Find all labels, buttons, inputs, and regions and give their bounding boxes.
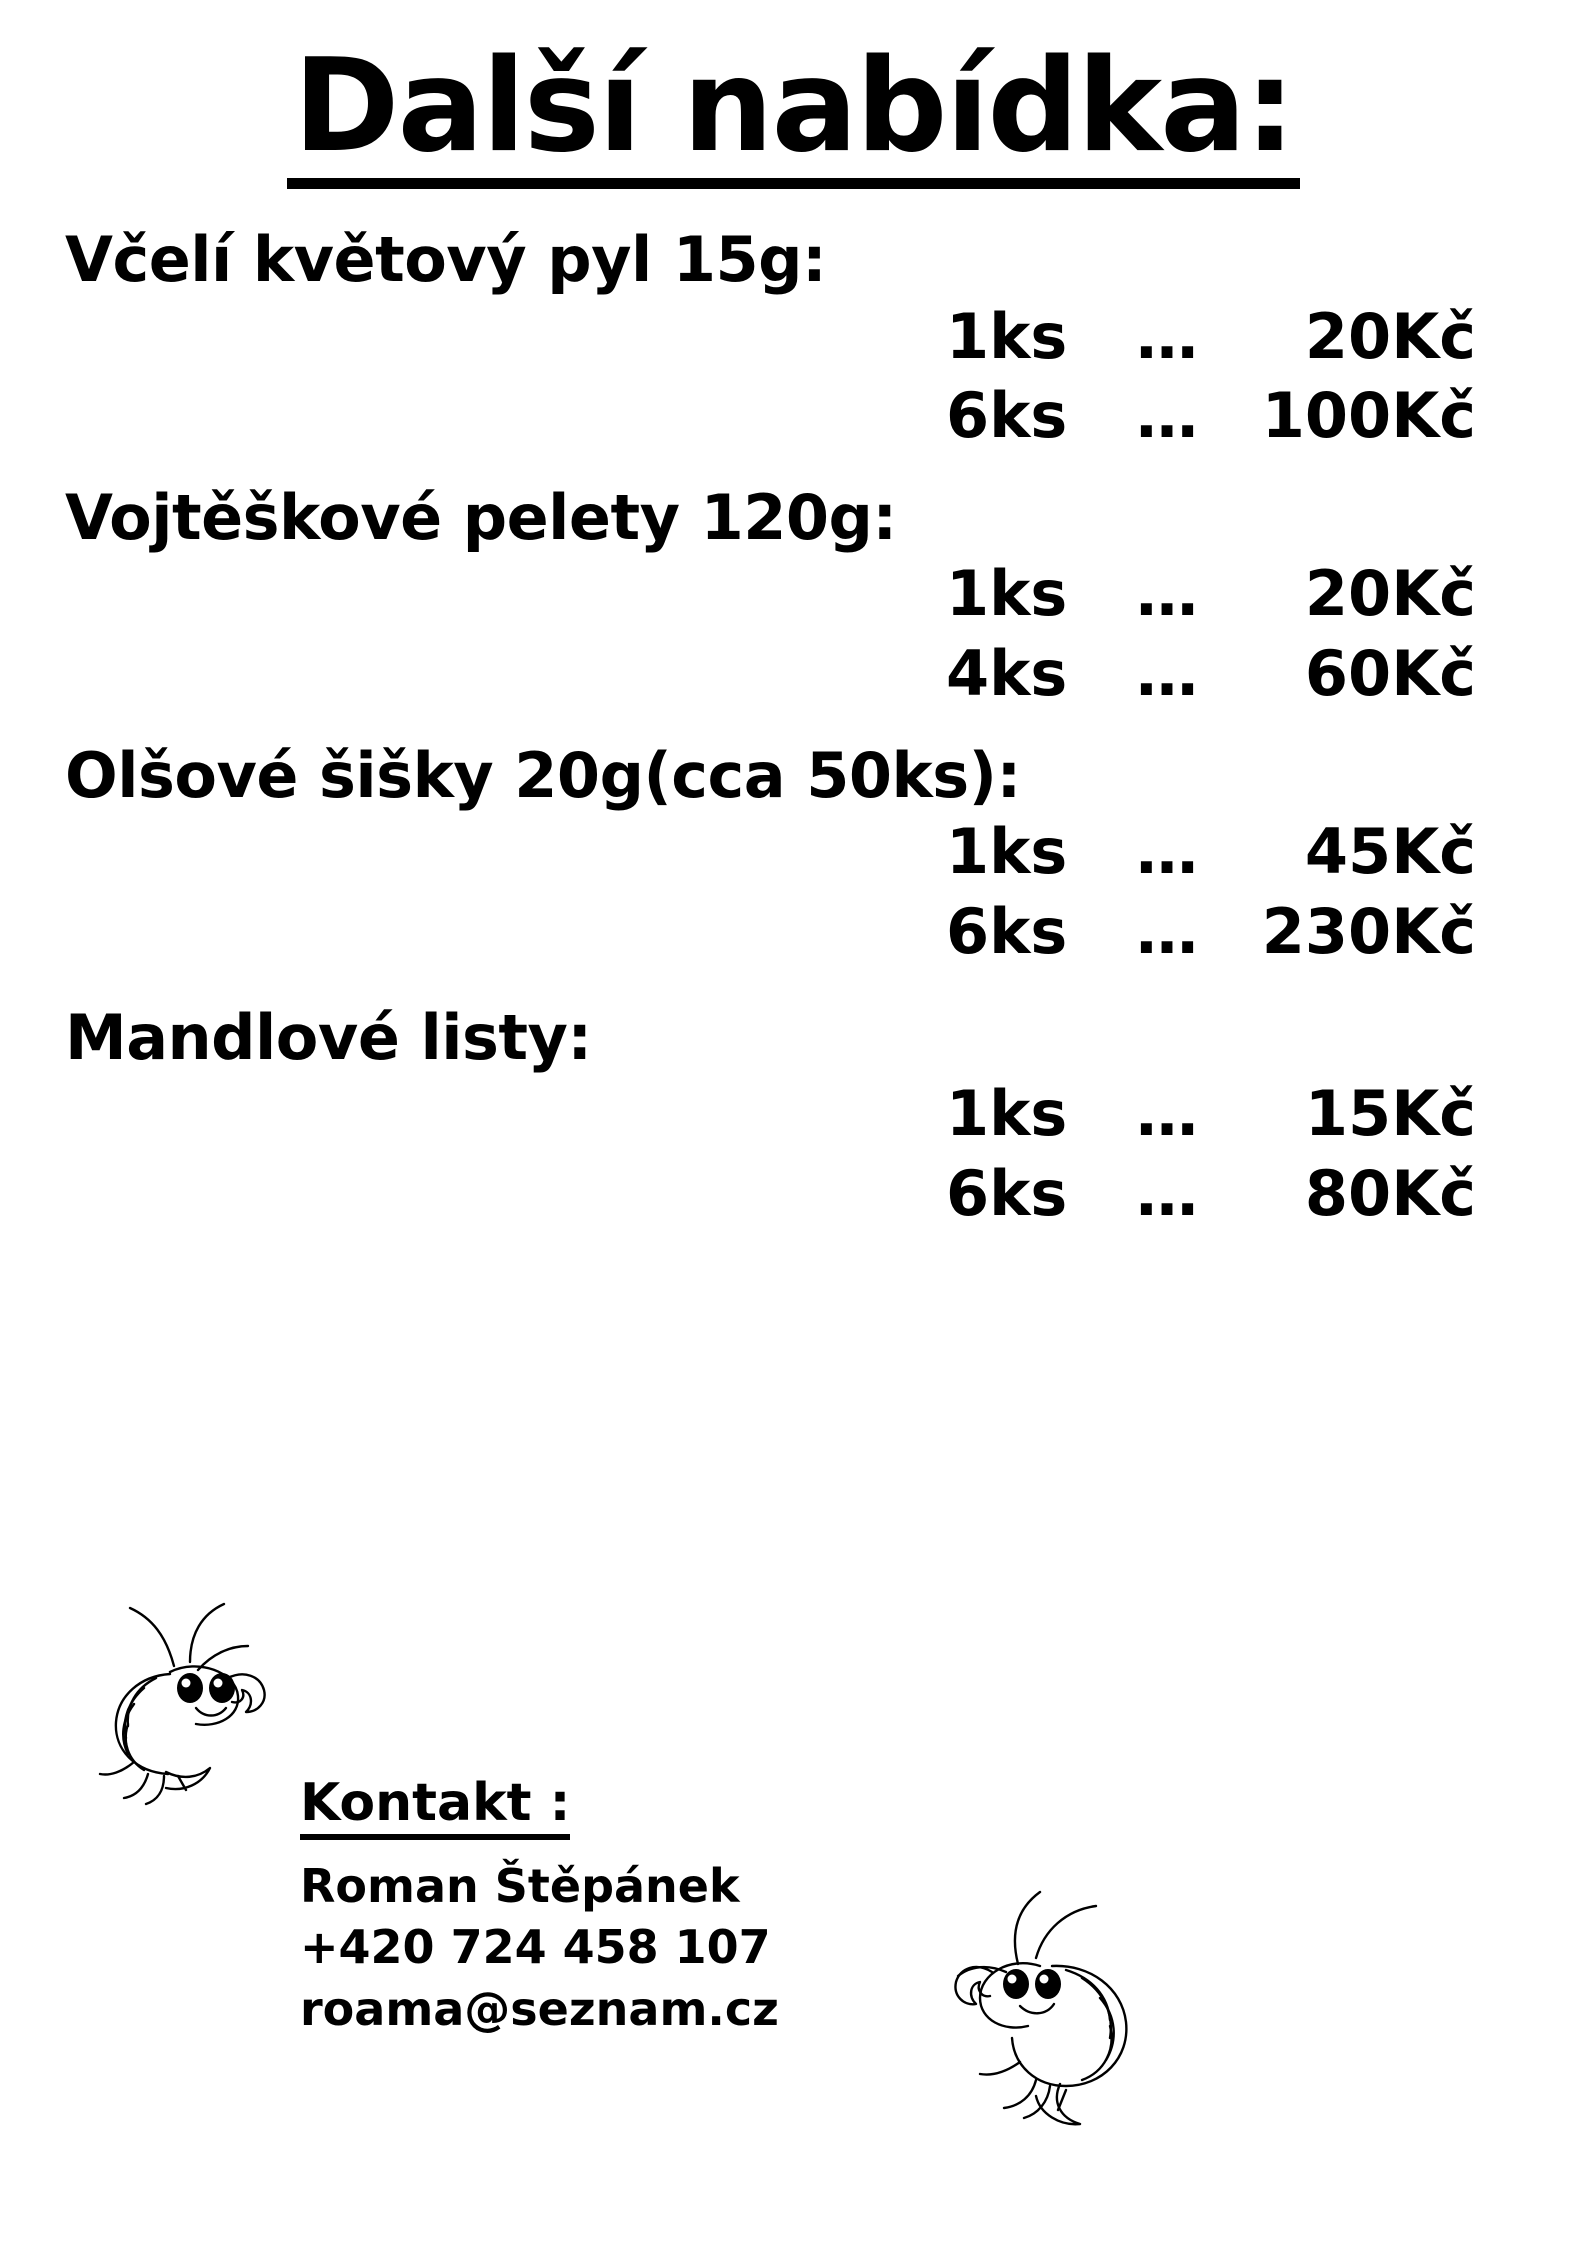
price-quantity: 1ks bbox=[946, 1077, 1068, 1151]
shrimp-icon-left bbox=[78, 1592, 298, 1822]
page-title-text: Další nabídka: bbox=[287, 40, 1299, 189]
price-amount: 45Kč bbox=[1304, 815, 1476, 889]
price-quantity: 4ks bbox=[946, 636, 1068, 710]
price-amount: 15Kč bbox=[1304, 1077, 1476, 1151]
price-quantity: 1ks bbox=[946, 557, 1068, 631]
price-dots: … bbox=[1136, 1156, 1198, 1230]
price-amount: 100Kč bbox=[1261, 378, 1476, 452]
product-block bbox=[55, 1001, 1532, 1233]
contact-email: roama@seznam.cz bbox=[300, 1981, 779, 2036]
price-dots: … bbox=[1136, 299, 1198, 373]
product-name: Mandlové listy: bbox=[65, 1001, 592, 1075]
price-amount: 60Kč bbox=[1304, 636, 1476, 710]
contact-name: Roman Štěpánek bbox=[300, 1859, 740, 1914]
price-quantity: 6ks bbox=[946, 1156, 1068, 1230]
price-row bbox=[55, 812, 1532, 891]
price-dots: … bbox=[1136, 557, 1198, 631]
price-amount: 20Kč bbox=[1304, 557, 1476, 631]
price-dots: … bbox=[1136, 378, 1198, 452]
price-dots: … bbox=[1136, 1077, 1198, 1151]
price-row bbox=[55, 1154, 1532, 1233]
price-quantity: 1ks bbox=[946, 815, 1068, 889]
price-quantity: 6ks bbox=[946, 894, 1068, 968]
price-row bbox=[55, 892, 1532, 971]
product-name: Vojtěškové pelety 120g: bbox=[65, 481, 897, 555]
price-quantity: 6ks bbox=[946, 378, 1068, 452]
price-dots: … bbox=[1136, 894, 1198, 968]
contact-heading: Kontakt : bbox=[300, 1775, 570, 1840]
price-row bbox=[55, 1074, 1532, 1153]
price-amount: 80Kč bbox=[1304, 1156, 1476, 1230]
price-row bbox=[55, 376, 1532, 455]
shrimp-icon-right bbox=[940, 1880, 1190, 2130]
product-name: Včelí květový pyl 15g: bbox=[65, 223, 827, 297]
price-amount: 20Kč bbox=[1304, 299, 1476, 373]
price-row bbox=[55, 554, 1532, 633]
product-block bbox=[55, 481, 1532, 713]
price-amount: 230Kč bbox=[1261, 894, 1476, 968]
product-block bbox=[55, 739, 1532, 971]
product-block bbox=[55, 223, 1532, 455]
price-row bbox=[55, 634, 1532, 713]
price-dots: … bbox=[1136, 636, 1198, 710]
price-quantity: 1ks bbox=[946, 299, 1068, 373]
price-row bbox=[55, 297, 1532, 376]
page-title bbox=[55, 32, 1532, 189]
contact-block bbox=[300, 1775, 820, 2040]
price-dots: … bbox=[1136, 815, 1198, 889]
product-name: Olšové šišky 20g(cca 50ks): bbox=[65, 739, 1021, 813]
contact-phone: +420 724 458 107 bbox=[300, 1920, 771, 1975]
